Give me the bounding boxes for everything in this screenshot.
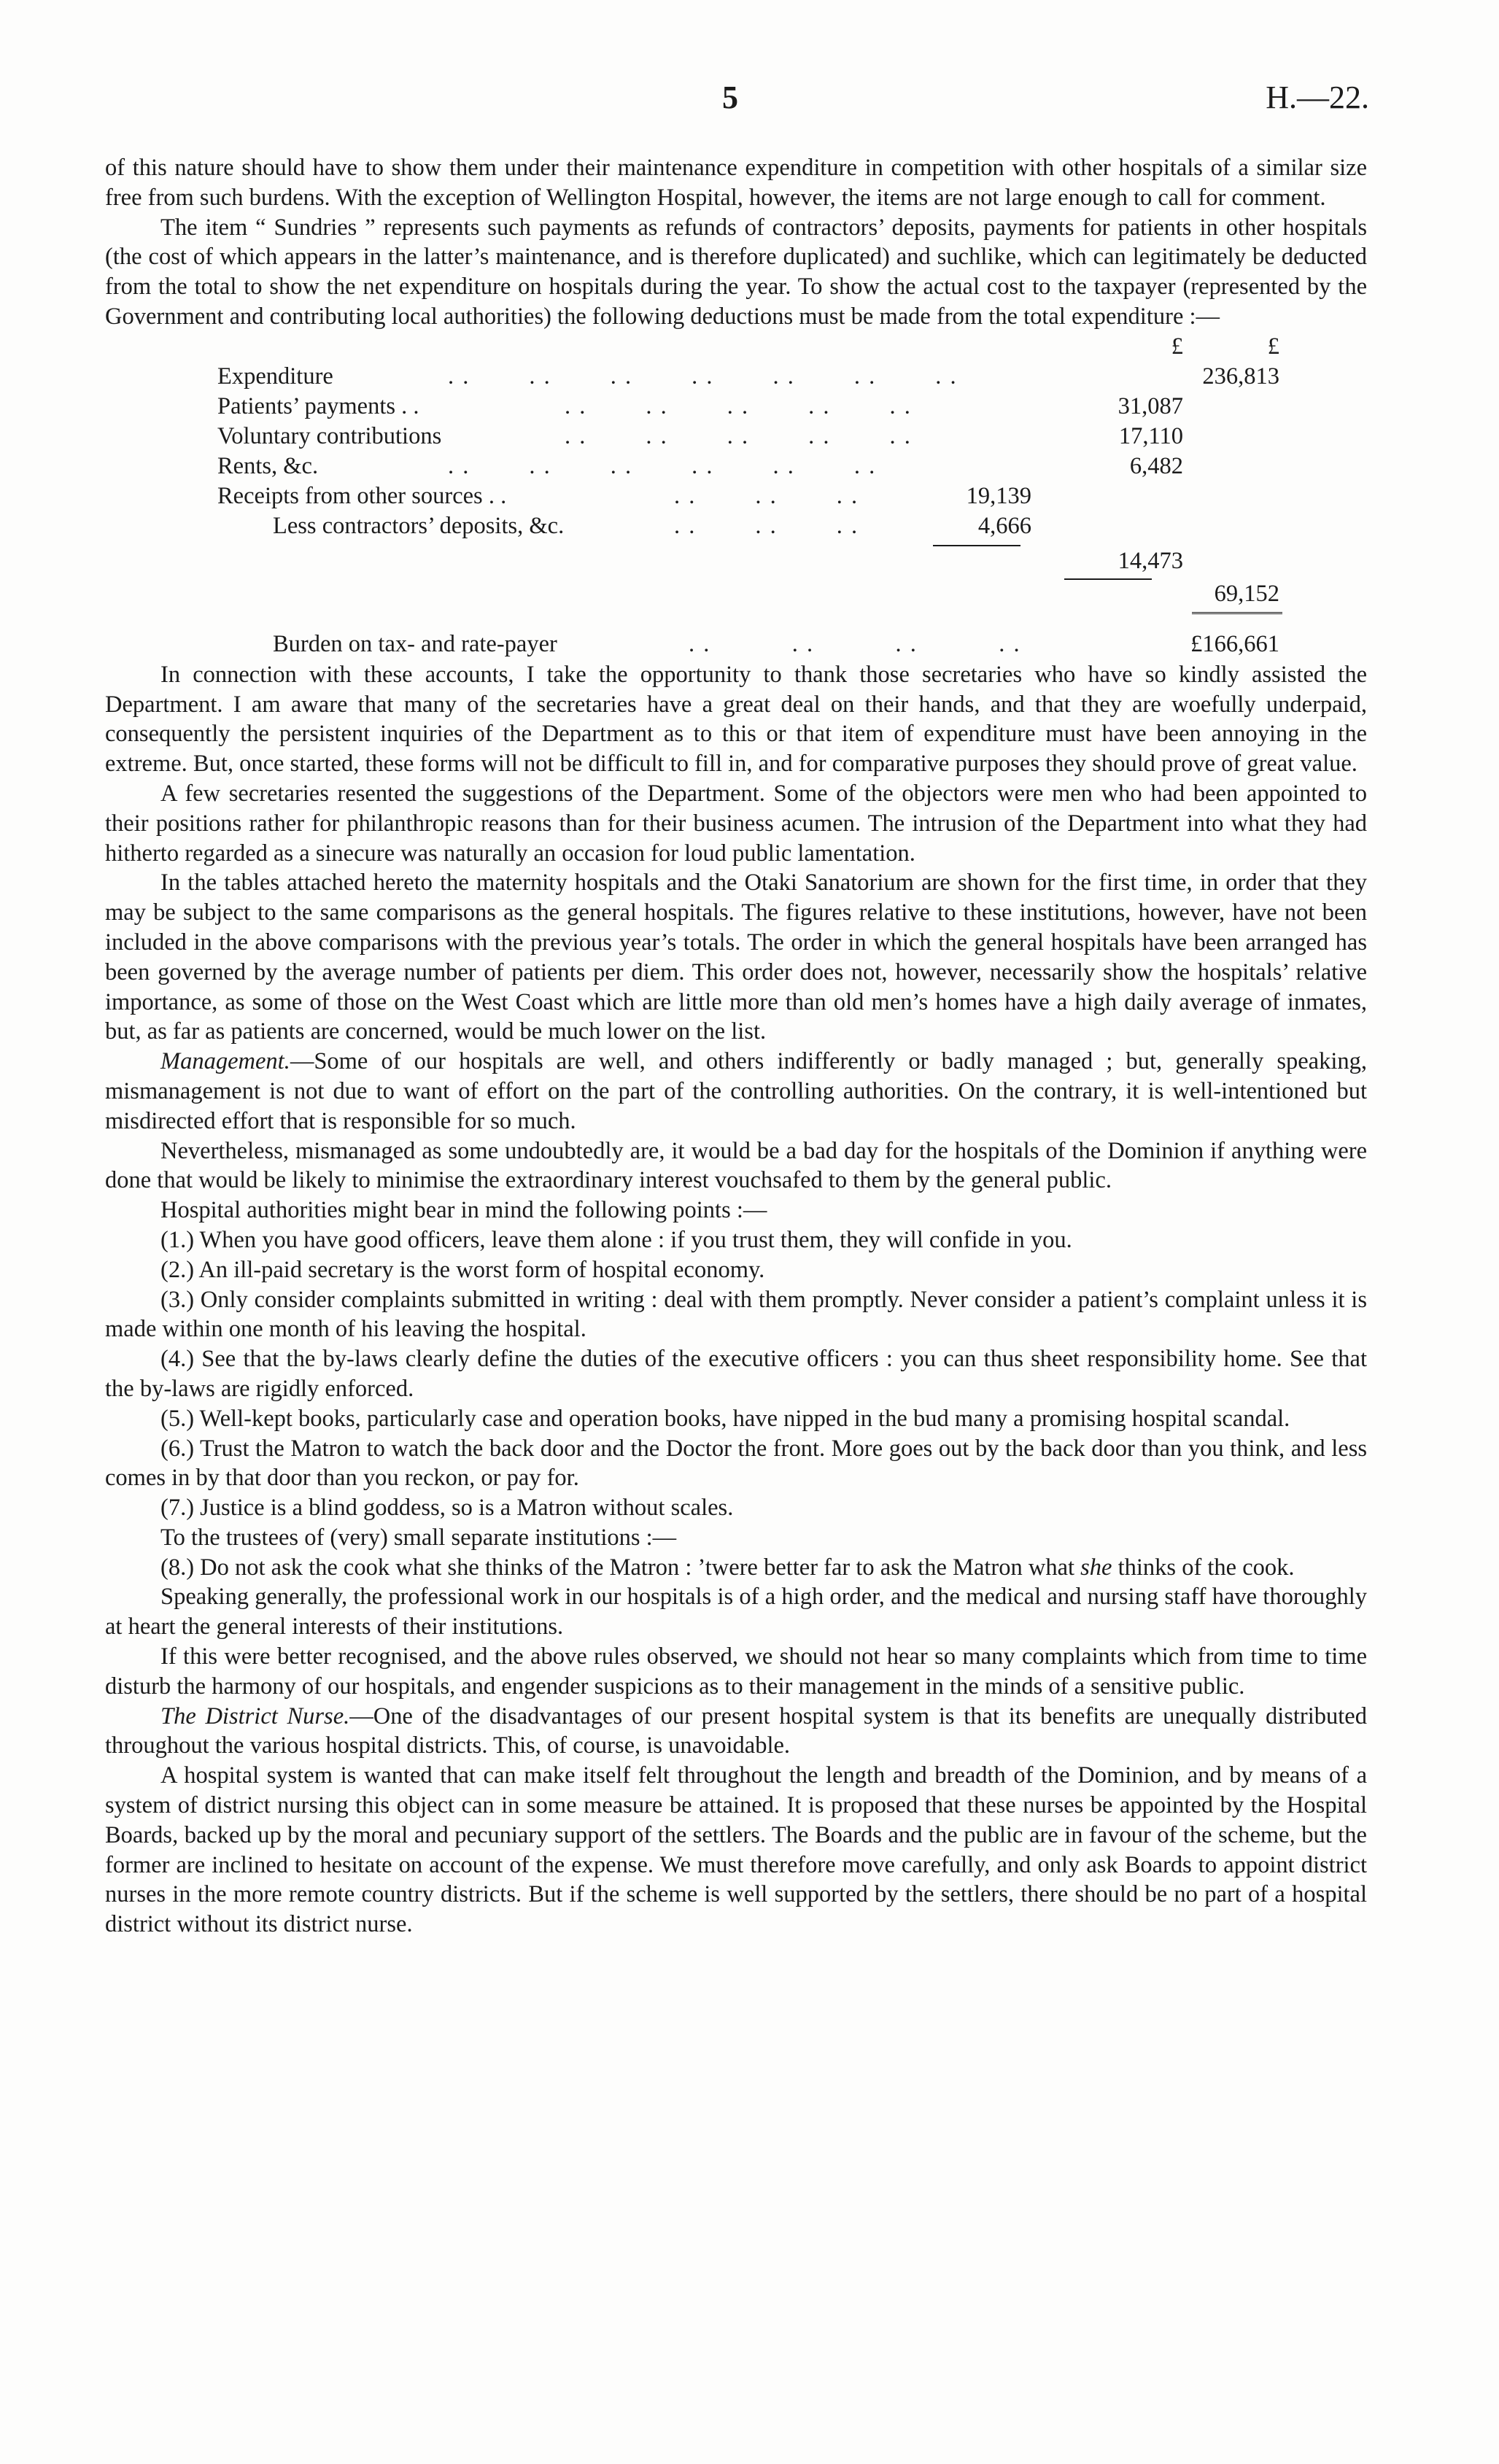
paragraph: Nevertheless, mismanaged as some undoubtedly are, it would be a bad day for the hospitals of the Dominion if anything were done that would be likely to minimise the extraordinary interest vouchsafed to them by the general public. (105, 1137, 1367, 1194)
deductions-total-value: 69,152 (1214, 580, 1279, 607)
subtotal-rule (1064, 578, 1152, 580)
list-item (105, 1553, 1367, 1583)
leader-dots: . . . . . . . . . . . . (448, 452, 877, 479)
paragraph: In connection with these accounts, I take the opportunity to thank those secretaries who have so kindly assisted the Department. I am aware that many of the secretaries have a great deal on their hands, and that they are woefully underpaid, consequently the persistent inquiries of the Department as to this or that item of expenditure must have been annoying in the extreme. But, once started, these forms will not be difficult to fill in, and for comparative purposes they should prove of great value. (105, 661, 1367, 778)
burden-label: Burden on tax- and rate-payer (273, 630, 557, 657)
leader-dots: . . . . . . (674, 482, 859, 509)
section-heading-management: Management. (160, 1048, 290, 1075)
paragraph (105, 1702, 1367, 1762)
leader-dots: . . . . . . . . . . . . . . (448, 363, 958, 390)
body-text (105, 153, 1367, 1940)
list-item: (1.) When you have good officers, leave them alone : if you trust them, they will confide in you. (160, 1226, 1072, 1253)
rents-value: 6,482 (1129, 452, 1183, 479)
leader-dots: . . . . . . (674, 512, 859, 539)
receipts-value: 19,139 (966, 482, 1031, 509)
paragraph: Speaking generally, the professional work in our hospitals is of a high order, and the medical and nursing staff have thoroughly at heart the general interests of their institutions. (105, 1584, 1367, 1640)
list-item: (4.) See that the by-laws clearly define the duties of the executive officers : you can thus sheet responsibility home. See that the by-laws are rigidly enforced. (105, 1346, 1367, 1402)
paragraph: To the trustees of (very) small separate institutions :— (160, 1524, 677, 1551)
voluntary-contributions-label: Voluntary contributions (217, 422, 442, 449)
list-item-text: (8.) Do not ask the cook what she thinks of the Matron : ’twere better far to ask the Matron what (160, 1554, 1081, 1581)
list-item: (5.) Well-kept books, particularly case and operation books, have nipped in the bud many a promising hospital scandal. (160, 1405, 1290, 1432)
paragraph: of this nature should have to show them under their maintenance expenditure in competition with other hospitals of a similar size free from such burdens. With the exception of Wellington Hospital, however, the items are not large enough to call for comment. (105, 155, 1367, 211)
less-deposits-label: Less contractors’ deposits, &c. (273, 512, 565, 539)
document-reference: H.—22. (1266, 80, 1369, 115)
currency-header-1: £ (1171, 333, 1183, 360)
leader-dots: . . . . . . . . . . (565, 422, 912, 449)
paragraph: If this were better recognised, and the above rules observed, we should not hear so many complaints which from time to time disturb the harmony of our hospitals, and engender suspicions as to their management in the minds of a sensitive public. (105, 1643, 1367, 1700)
total-rule (1192, 612, 1282, 614)
section-heading-district-nurse: The District Nurse. (160, 1702, 350, 1729)
paragraph: A hospital system is wanted that can make itself felt throughout the length and breadth of the Dominion, and by means of a system of district nursing this object can in some measure be attained. It is proposed that these nurses be appointed by the Hospital Boards, backed up by the moral and pecuniary support of the settlers. The Boards and the public are in favour of the scheme, but the former are inclined to hesitate on account of the expense. We must therefore move carefully, and only ask Boards to appoint district nurses in the more remote country districts. But if the scheme is well supported by the settlers, there should be no part of a hospital district without its district nurse. (105, 1762, 1367, 1938)
deductions-table (105, 332, 1367, 637)
list-item-text: thinks of the cook. (1112, 1554, 1295, 1581)
rents-label: Rents, &c. (217, 452, 319, 479)
receipts-label: Receipts from other sources . . (217, 482, 507, 509)
paragraph: In the tables attached hereto the maternity hospitals and the Otaki Sanatorium are shown for the first time, in order that they may be subject to the same comparisons as the general hospitals. The figures relative to these institutions, however, have not been included in the above comparisons with the previous year’s totals. The order in which the general hospitals have been arranged has been governed by the average number of patients per diem. This order does not, however, necessarily show the hospitals’ relative importance, as some of those on the West Coast which are little more than old men’s homes have a high daily average of inmates, but, as far as patients are concerned, would be much lower on the list. (105, 869, 1367, 1045)
list-item: (6.) Trust the Matron to watch the back door and the Doctor the front. More goes out by the back door than you think, and less comes in by that door than you reckon, or pay for. (105, 1435, 1367, 1492)
list-item: (2.) An ill-paid secretary is the worst form of hospital economy. (160, 1256, 765, 1283)
burden-value: £166,661 (1190, 630, 1279, 657)
leader-dots: . . . . . . . . . . (565, 392, 912, 419)
paragraph-text: —One of the disadvantages of our present hospital system is that its benefits are unequally distributed throughout the various hospital districts. This, of course, is unavoidable. (105, 1702, 1367, 1759)
expenditure-value: 236,813 (1202, 363, 1279, 390)
page-number: 5 (722, 80, 738, 115)
patients-payments-label: Patients’ payments . . (217, 392, 419, 419)
list-item: (7.) Justice is a blind goddess, so is a Matron without scales. (160, 1495, 734, 1522)
emphasis-she: she (1080, 1554, 1112, 1581)
paragraph: The item “ Sundries ” represents such payments as refunds of contractors’ deposits, payments for patients in other hospitals (the cost of which appears in the latter’s maintenance, and is therefore duplicated) and suchlike, which can legitimately be deducted from the total to show the net expenditure on hospitals during the year. To show the actual cost to the taxpayer (represented by the Government and contributing local authorities) the following deductions must be made from the total expenditure :— (105, 214, 1367, 330)
net-receipts-value: 14,473 (1118, 547, 1183, 574)
voluntary-contributions-value: 17,110 (1118, 422, 1183, 449)
paragraph (105, 1047, 1367, 1136)
page-header (0, 79, 1499, 123)
paragraph: Hospital authorities might bear in mind the following points :— (160, 1197, 767, 1224)
less-deposits-value: 4,666 (977, 512, 1031, 539)
currency-header-2: £ (1267, 333, 1279, 360)
patients-payments-value: 31,087 (1118, 392, 1183, 419)
subtotal-rule (933, 545, 1020, 546)
paragraph: A few secretaries resented the suggestions of the Department. Some of the objectors were men who had been appointed to their positions rather for philanthropic reasons than for their business acumen. The intrusion of the Department into what they had hitherto regarded as a sinecure was naturally an occasion for loud public lamentation. (105, 780, 1367, 867)
list-item: (3.) Only consider complaints submitted in writing : deal with them promptly. Never consider a patient’s complaint unless it is made within one month of his leaving the hospital. (105, 1286, 1367, 1343)
paragraph-text: —Some of our hospitals are well, and others indifferently or badly managed ; but, generally speaking, mismanagement is not due to want of effort on the part of the controlling authorities. On the contrary, it is well-intentioned but misdirected effort that is responsible for so much. (105, 1048, 1367, 1134)
leader-dots: . . . . . . . . (689, 630, 1021, 657)
expenditure-label: Expenditure (217, 363, 333, 390)
burden-row (105, 629, 1367, 660)
